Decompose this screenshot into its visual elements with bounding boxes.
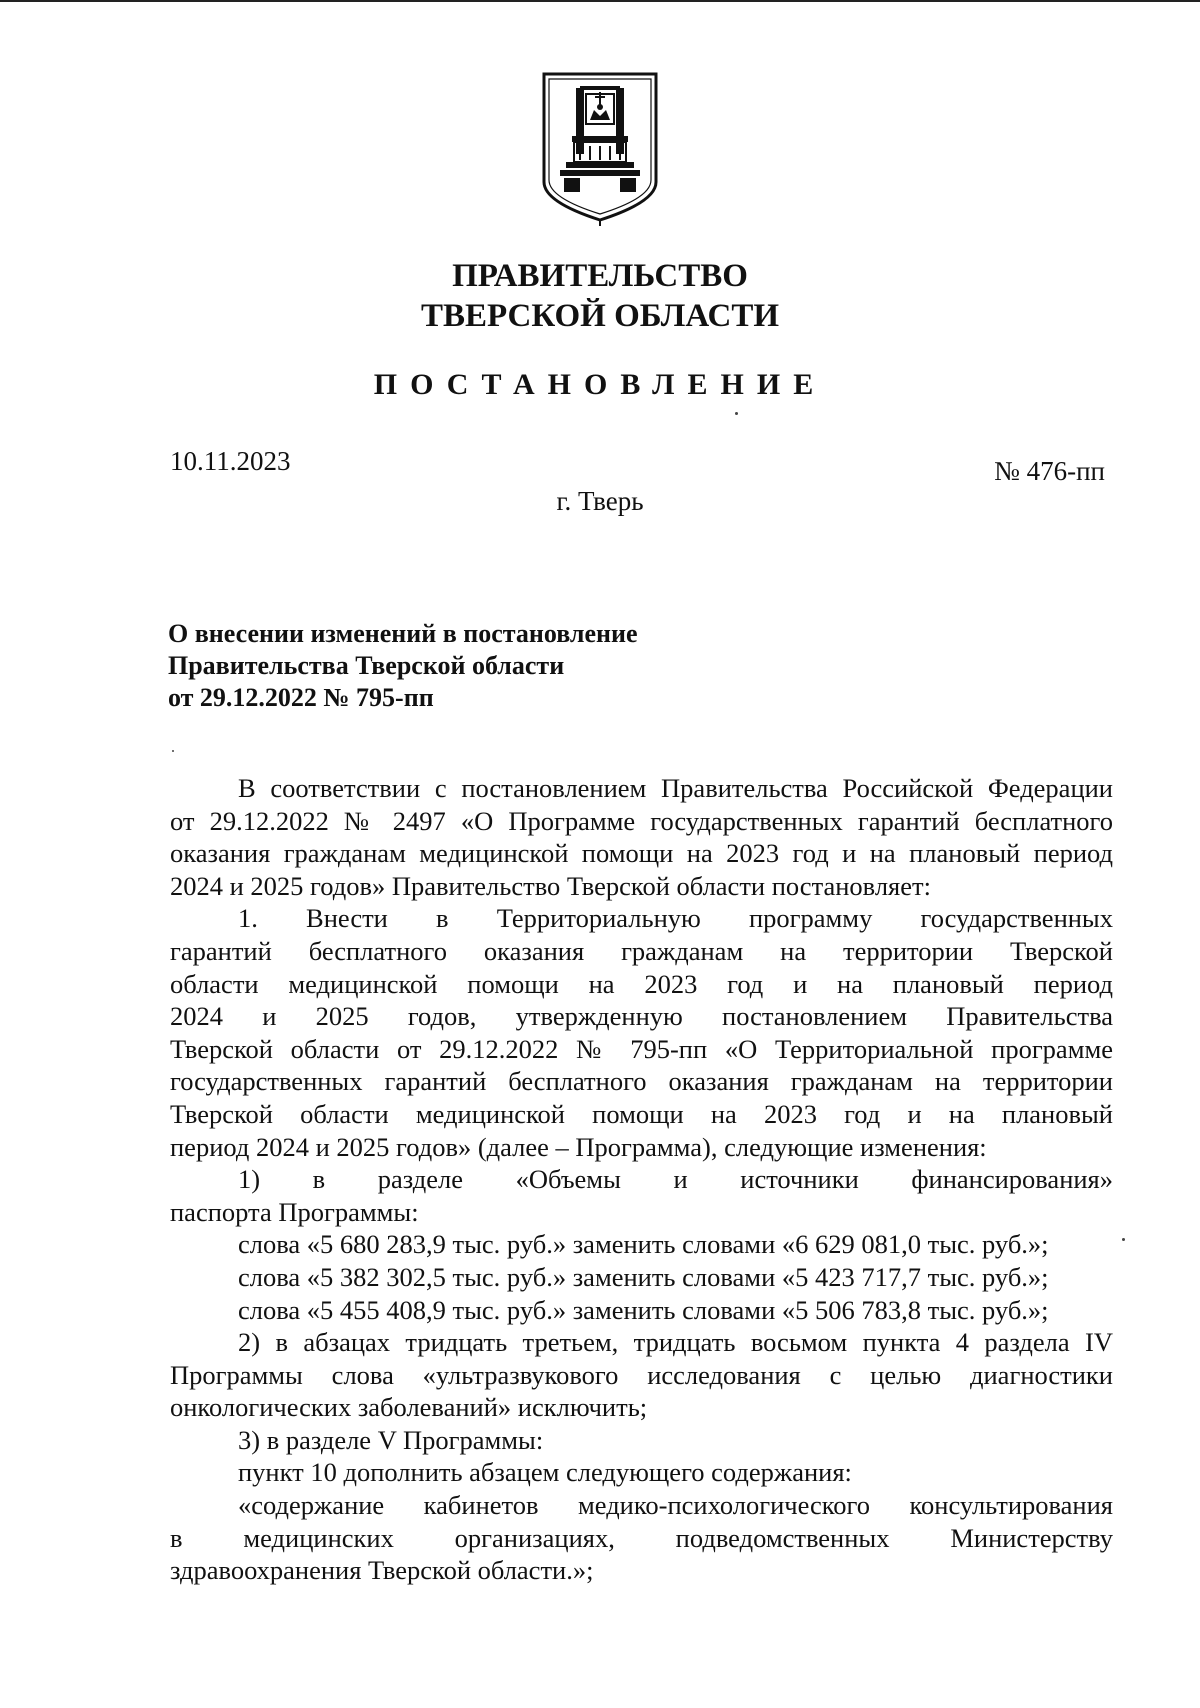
government-name-line2: ТВЕРСКОЙ ОБЛАСТИ (420, 298, 780, 334)
body-line: паспорта Программы: (170, 1196, 419, 1227)
body-line: гарантий бесплатного оказания гражданам на территории Тверской (170, 935, 1113, 966)
body-line: Тверской области медицинской помощи на 2023 год и на плановый (170, 1098, 1113, 1129)
body-line: пункт 10 дополнить абзацем следующего содержания: (238, 1457, 852, 1488)
scan-edge-line (0, 0, 1200, 2)
document-body (170, 772, 1113, 1587)
body-line: Тверской области от 29.12.2022 № 795-пп «О Территориальной программе (170, 1033, 1113, 1064)
document-date: 10.11.2023 (170, 446, 291, 476)
body-line: период 2024 и 2025 годов» (далее – Программа), следующие изменения: (170, 1131, 987, 1162)
document-number: № 476-пп (994, 456, 1105, 486)
body-line: слова «5 455 408,9 тыс. руб.» заменить словами «5 506 783,8 тыс. руб.»; (238, 1294, 1049, 1325)
government-name-line1: ПРАВИТЕЛЬСТВО (452, 258, 748, 294)
body-line: в медицинских организациях, подведомственных Министерству (170, 1522, 1113, 1553)
body-line: государственных гарантий бесплатного оказания гражданам на территории (170, 1066, 1113, 1097)
document-city: г. Тверь (556, 486, 644, 516)
scan-speck (1122, 1238, 1125, 1241)
body-line: 2) в абзацах тридцать третьем, тридцать восьмом пункта 4 раздела IV (238, 1327, 1113, 1358)
document-type: ПОСТАНОВЛЕНИЕ (373, 368, 827, 401)
subject-line: от 29.12.2022 № 795-пп (168, 683, 434, 712)
scan-speck (735, 412, 738, 415)
subject-line: Правительства Тверской области (168, 651, 565, 680)
body-line: слова «5 680 283,9 тыс. руб.» заменить словами «6 629 081,0 тыс. руб.»; (238, 1229, 1049, 1260)
body-line: В соответствии с постановлением Правительства Российской Федерации (238, 773, 1113, 803)
body-line: 2024 и 2025 годов» Правительство Тверской области постановляет: (170, 870, 931, 901)
body-line: 1. Внести в Территориальную программу государственных (238, 903, 1113, 934)
body-line: 2024 и 2025 годов, утвержденную постановлением Правительства (170, 1001, 1113, 1032)
body-line: здравоохранения Тверской области.»; (170, 1555, 594, 1586)
body-line: оказания гражданам медицинской помощи на 2023 год и на плановый период (170, 838, 1113, 869)
subject-line: О внесении изменений в постановление (168, 619, 638, 648)
scan-speck (172, 750, 174, 752)
coat-of-arms-icon (540, 70, 660, 228)
body-line: слова «5 382 302,5 тыс. руб.» заменить словами «5 423 717,7 тыс. руб.»; (238, 1261, 1049, 1292)
body-line: онкологических заболеваний» исключить; (170, 1392, 648, 1423)
body-line: Программы слова «ультразвукового исследования с целью диагностики (170, 1359, 1113, 1390)
body-line: области медицинской помощи на 2023 год и на плановый период (170, 968, 1113, 999)
body-line: «содержание кабинетов медико-психологического консультирования (238, 1490, 1113, 1521)
document-subject (168, 618, 638, 714)
body-line: 1) в разделе «Объемы и источники финансирования» (238, 1164, 1113, 1195)
body-line: от 29.12.2022 № 2497 «О Программе государственных гарантий бесплатного (170, 805, 1113, 836)
body-line: 3) в разделе V Программы: (238, 1424, 544, 1455)
